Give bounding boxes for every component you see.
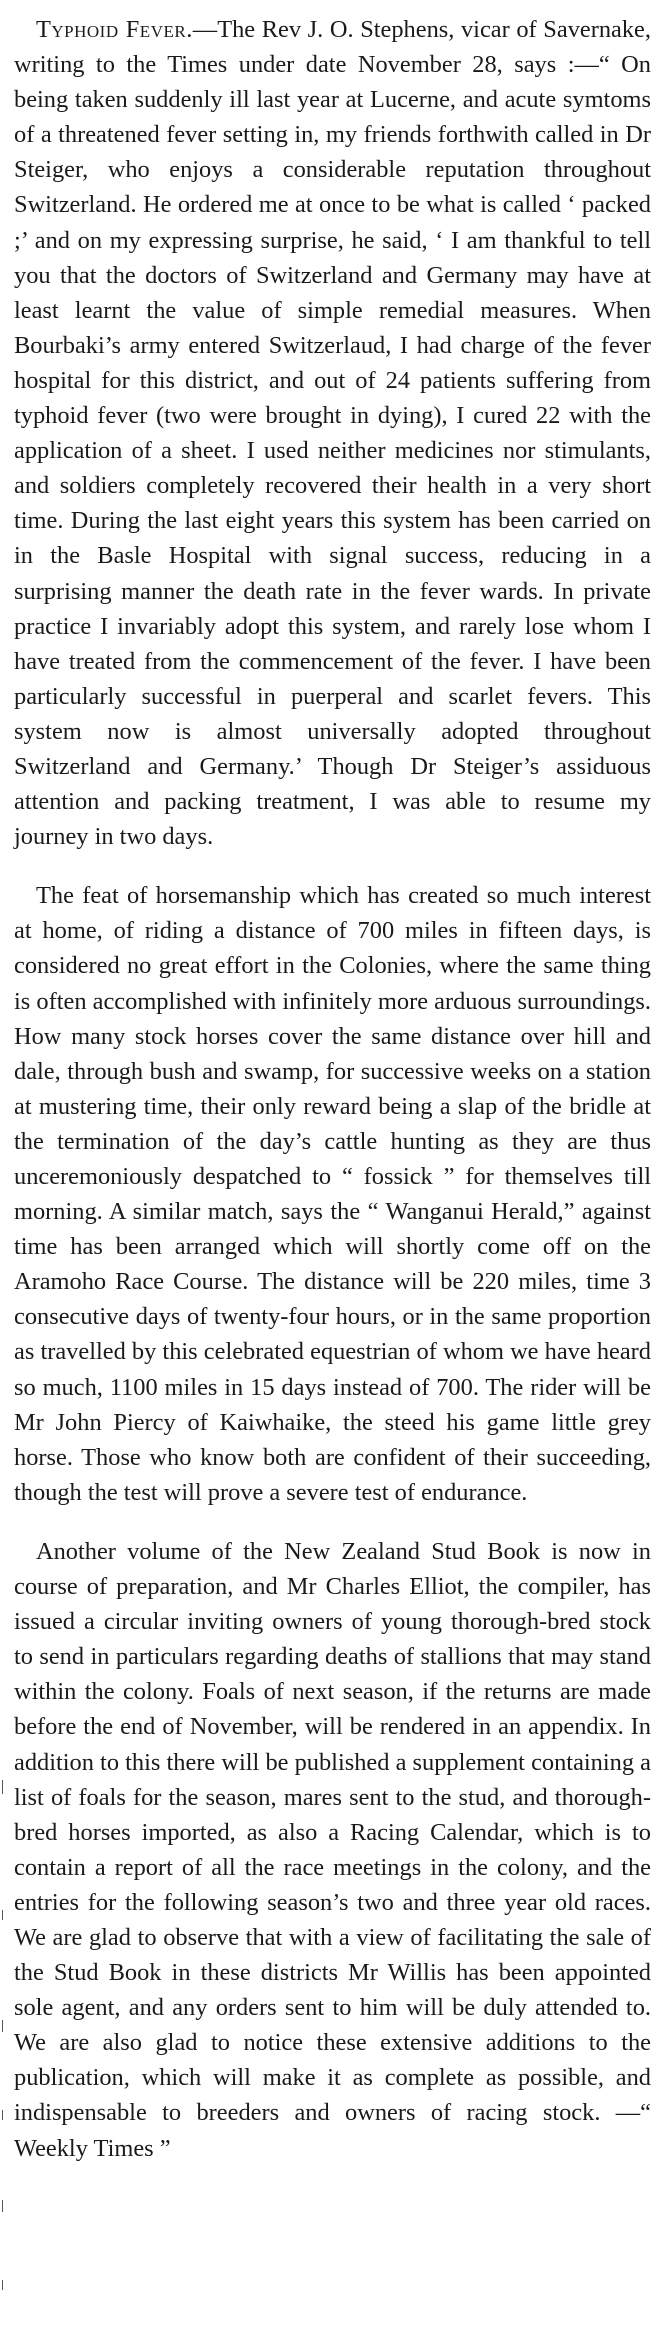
margin-mark: [2, 2110, 3, 2120]
article-typhoid-fever: [14, 12, 651, 854]
margin-mark: [2, 1780, 3, 1794]
article-body: Another volume of the New Zealand Stud Book is now in course of preparation, and Mr Charles Elliot, the compiler, has issued a circular inviting owners of young thorough-bred stock to send in particulars regarding deaths of stallions that may stand within the colony. Foals of next season, if the returns are made before the end of November, will be rendered in an appendix. In addition to this there will be published a supplement containing a list of foals for the season, mares sent to the stud, and thorough-bred horses imported, as also a Racing Calendar, which is to contain a report of all the race meetings in the colony, and the entries for the following season’s two and three year old races. We are glad to observe that with a view of facilitating the sale of the Stud Book in these districts Mr Willis has been appointed sole agent, and any orders sent to him will be duly attended to. We are also glad to notice these extensive additions to the publication, which will make it as complete as possible, and indispensable to breeders and owners of racing stock. —“ Weekly Times ”: [14, 1537, 651, 2162]
margin-mark: [2, 2200, 3, 2212]
article-body: —The Rev J. O. Stephens, vicar of Savernake, writing to the Times under date November 28, says :—“ On being taken suddenly ill last year at Lucerne, and acute symtoms of a threatened fever setting in, my friends forthwith called in Dr Steiger, who enjoys a considerable reputation throughout Switzerland. He ordered me at once to be what is called ‘ packed ;’ and on my expressing surprise, he said, ‘ I am thankful to tell you that the doctors of Switzerland and Germany may have at least learnt the value of simple remedial measures. When Bourbaki’s army entered Switzerlaud, I had charge of the fever hospital for this district, and out of 24 patients suffering from typhoid fever (two were brought in dying), I cured 22 with the application of a sheet. I used neither medicines nor stimulants, and soldiers completely recovered their health in a very short time. During the last eight years this system has been carried on in the Basle Hospital with signal success, reducing in a surprising manner the death rate in the fever wards. In private practice I invariably adopt this system, and rarely lose whom I have treated from the commencement of the fever. I have been particularly successful in puerperal and scarlet fevers. This system now is almost universally adopted throughout Switzerland and Germany.’ Though Dr Steiger’s assiduous attention and packing treatment, I was able to resume my journey in two days.: [14, 16, 651, 851]
article-stud-book: [14, 1534, 651, 2166]
left-margin-marks: [0, 1780, 8, 2320]
margin-mark: [2, 1910, 3, 1920]
margin-mark: [2, 2020, 3, 2032]
article-horsemanship: [14, 878, 651, 1510]
margin-mark: [2, 2280, 3, 2290]
article-headline: Typhoid Fever.: [36, 16, 193, 43]
article-body: The feat of horsemanship which has created so much interest at home, of riding a distance of 700 miles in fifteen days, is considered no great effort in the Colonies, where the same thing is often accomplished with infinitely more arduous surroundings. How many stock horses cover the same distance over hill and dale, through bush and swamp, for successive weeks on a station at mustering time, their only reward being a slap of the bridle at the termination of the day’s cattle hunting as they are thus unceremoniously despatched to “ fossick ” for themselves till morning. A similar match, says the “ Wanganui Herald,” against time has been arranged which will shortly come off on the Aramoho Race Course. The distance will be 220 miles, time 3 consecutive days of twenty-four hours, or in the same proportion as travelled by this celebrated equestrian of whom we have heard so much, 1100 miles in 15 days instead of 700. The rider will be Mr John Piercy of Kaiwhaike, the steed his game little grey horse. Those who know both are confident of their succeeding, though the test will prove a severe test of endurance.: [14, 882, 651, 1506]
